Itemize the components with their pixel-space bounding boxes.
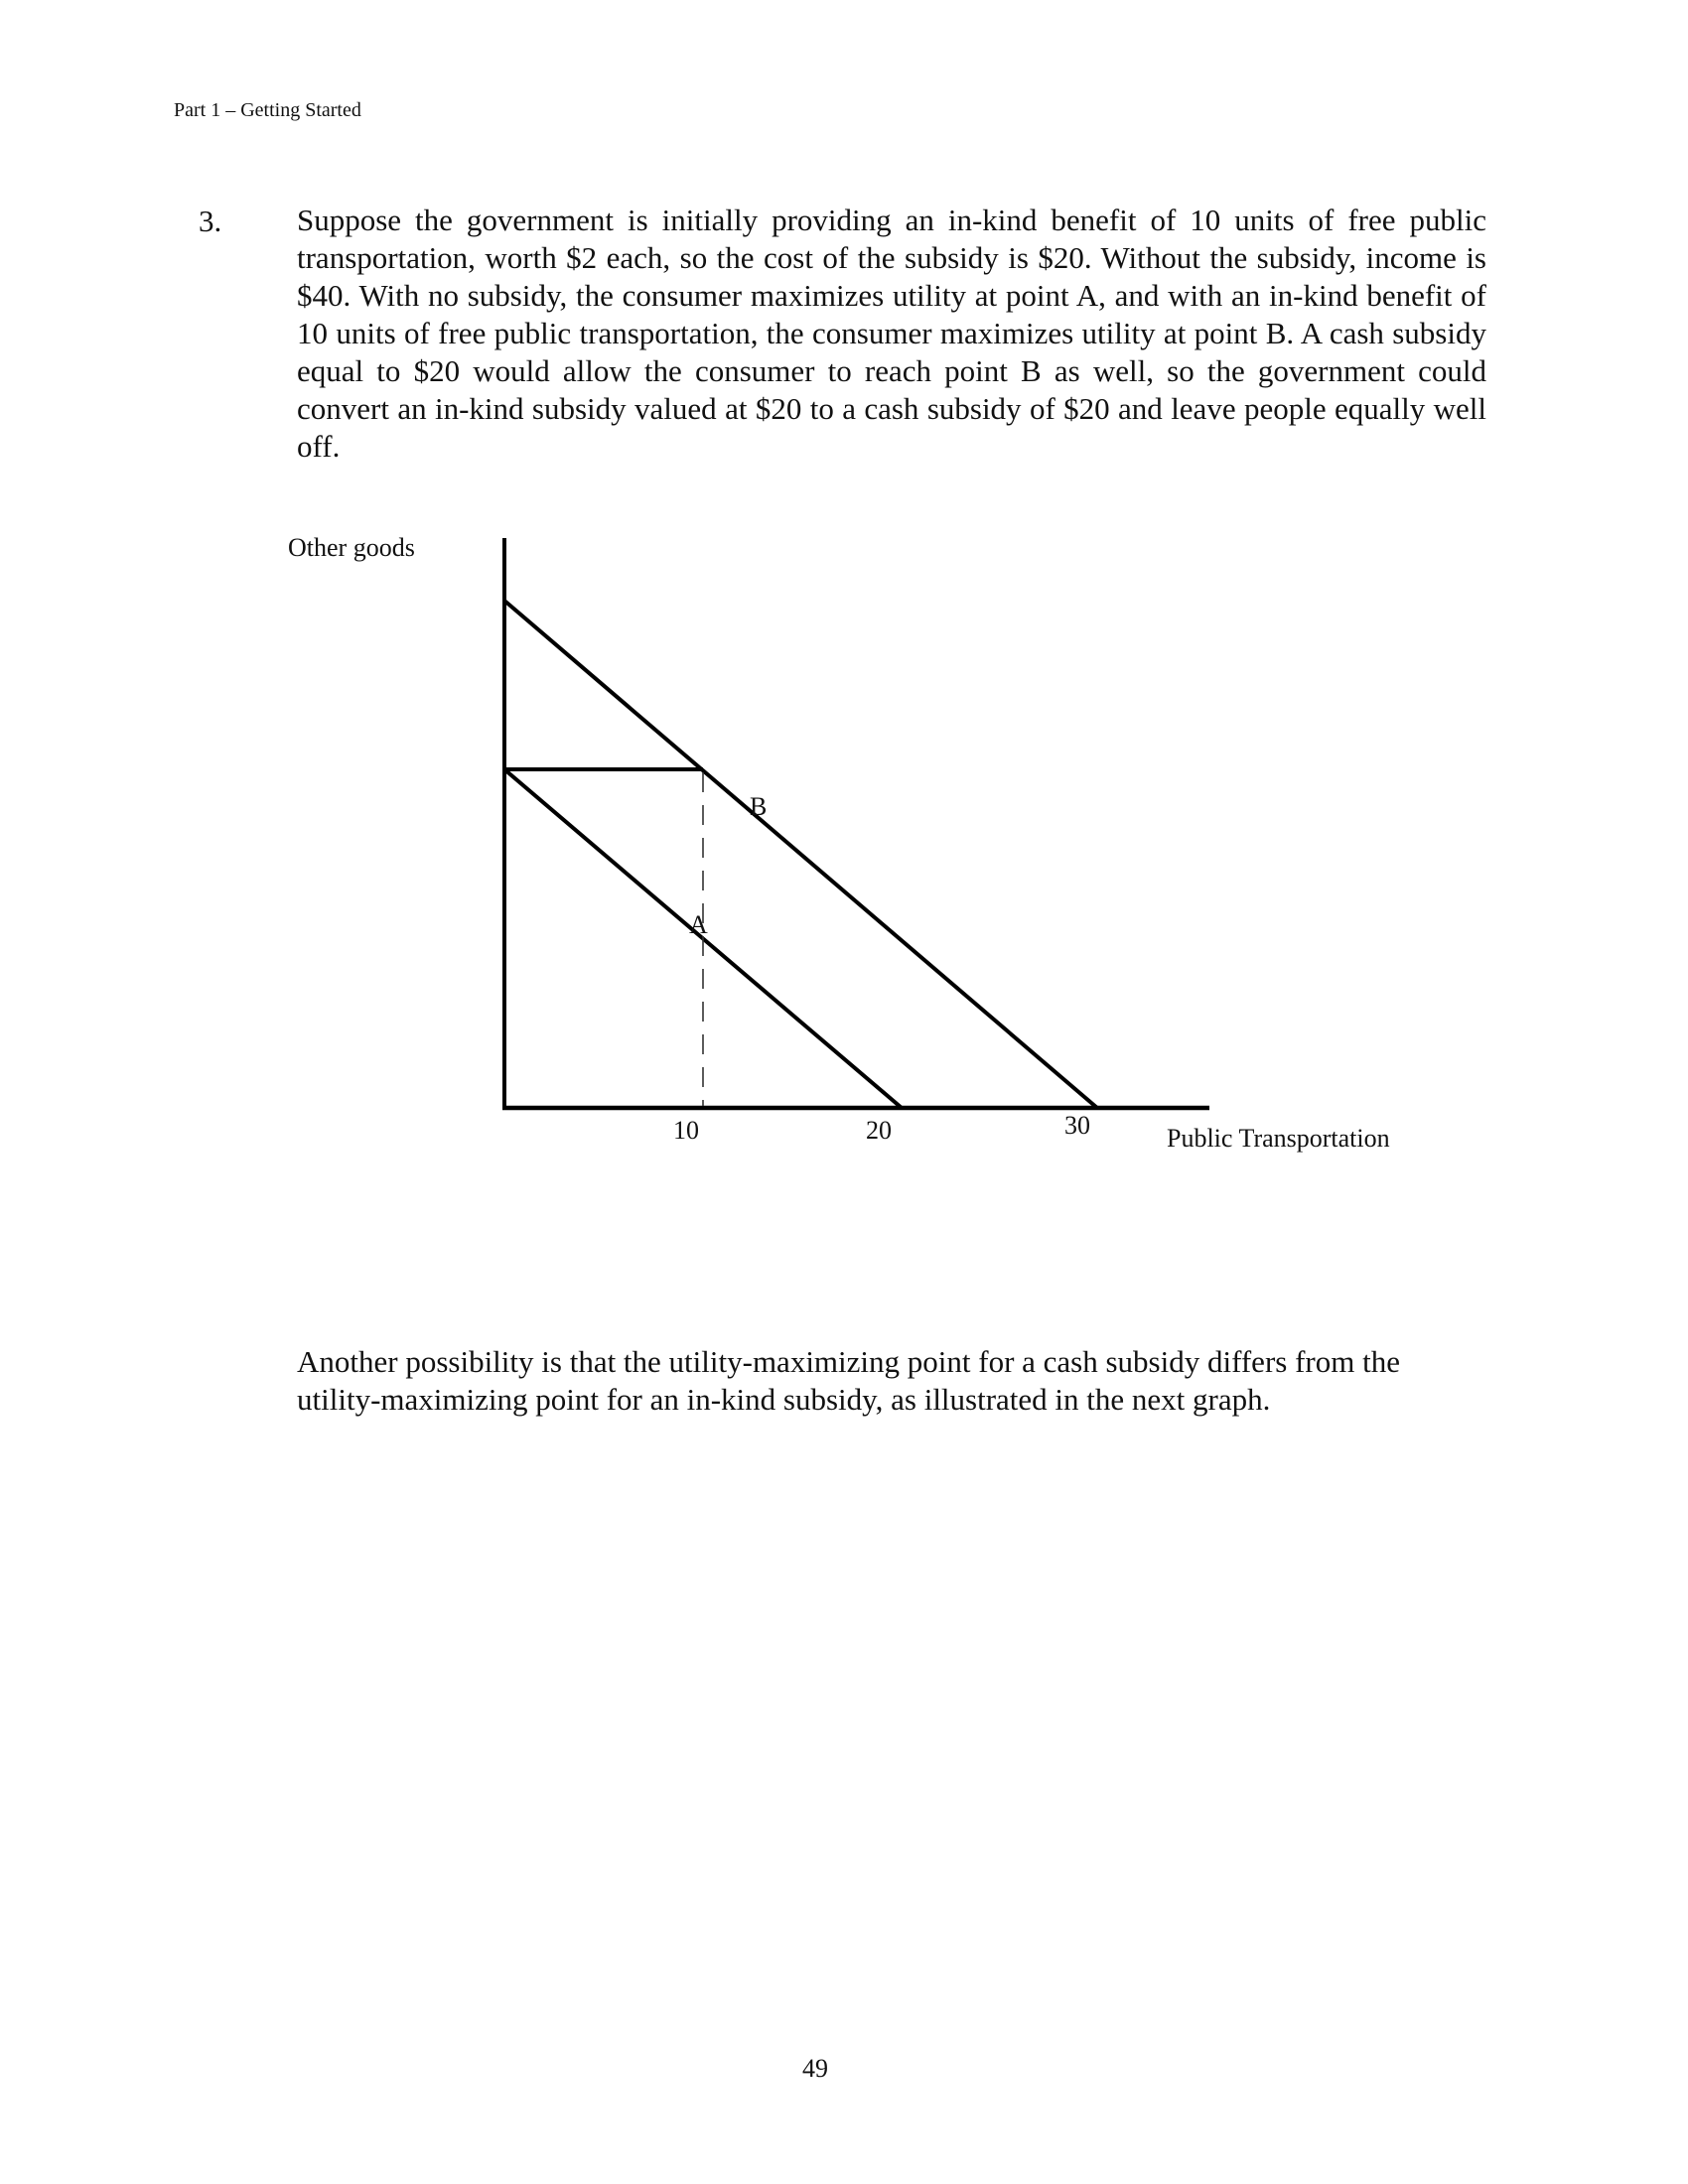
cash-budget-line [504,601,1097,1108]
x-tick-20: 20 [866,1116,892,1145]
question-paragraph: Suppose the government is initially providing an in-kind benefit of 10 units of free public transportation, worth $2 each, so the cost of the subsidy is $20. Without the subsidy, income is $40. With no subsidy, the consumer maximizes utility at point A, and with an in-kind benefit of 10 units of free public transportation, the consumer maximizes utility at point B. A cash subsidy equal to $20 would allow the consumer to reach point B as well, so the government could convert an in-kind subsidy valued at $20 to a cash subsidy of $20 and leave people equally well off. [297,203,1486,464]
point-label-a: A [689,910,708,939]
y-axis-label: Other goods [288,533,415,562]
point-label-b: B [750,792,768,821]
x-tick-10: 10 [673,1116,699,1145]
running-header: Part 1 – Getting Started [174,99,361,121]
x-tick-30: 30 [1064,1111,1090,1140]
question-number: 3. [199,204,222,238]
x-axis-label: Public Transportation [1167,1124,1390,1153]
followup-paragraph: Another possibility is that the utility-maximizing point for a cash subsidy differs from the utility-maximizing point for an in-kind subsidy, as illustrated in the next graph. [297,1344,1400,1417]
page-number: 49 [802,2054,828,2083]
